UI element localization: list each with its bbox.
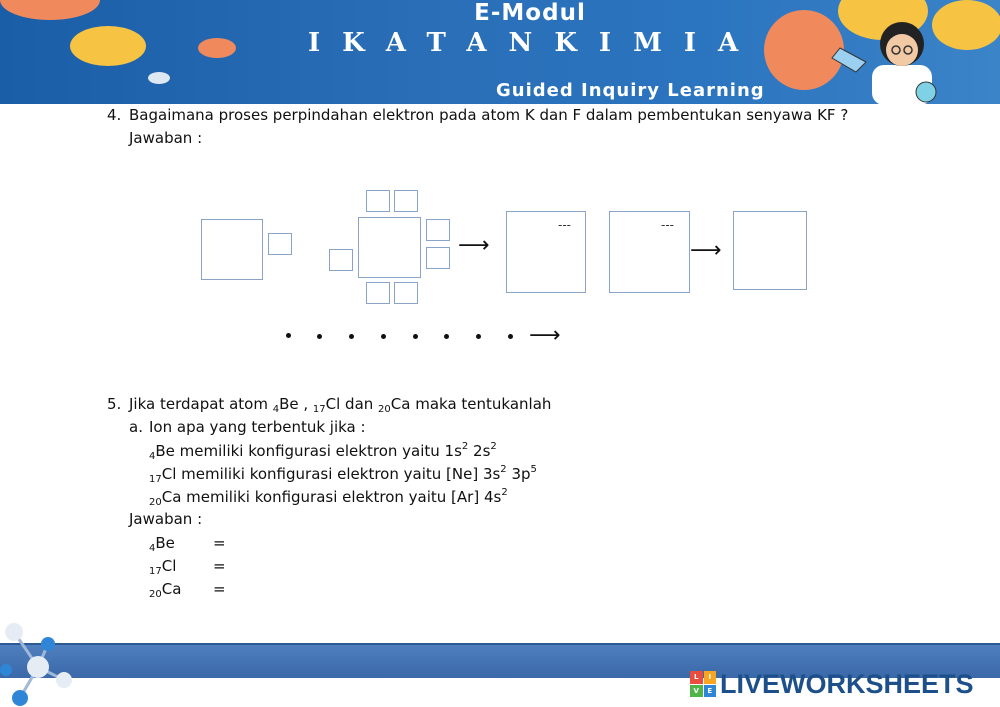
dash-mark-1: --- <box>558 218 571 232</box>
answer-box-f-electron-bottom-2[interactable] <box>394 282 418 304</box>
dot-mark <box>349 334 354 339</box>
answer-box-f-electron-right-2[interactable] <box>426 247 450 269</box>
answer-box-k-atom[interactable] <box>201 219 263 280</box>
module-subtitle: Guided Inquiry Learning <box>496 80 765 101</box>
dot-mark <box>413 334 418 339</box>
molecule-icon <box>0 612 80 707</box>
dot-mark <box>317 334 322 339</box>
answer-cl-equals: = <box>213 557 226 575</box>
dot-mark <box>286 333 291 338</box>
answer-cl-label: $_{17}$Cl <box>149 557 177 577</box>
liveworksheets-brand <box>690 666 974 702</box>
reaction-arrow-2: ⟶ <box>690 238 722 263</box>
module-title: IKATANKIMIA <box>308 28 761 58</box>
dot-mark <box>476 334 481 339</box>
question-4-text: Bagaimana proses perpindahan elektron pada atom K dan F dalam pembentukan senyawa KF ? <box>129 106 849 124</box>
answer-box-f-ion[interactable] <box>609 211 690 293</box>
answer-ca-label: $_{20}$Ca <box>149 580 182 600</box>
question-5-text: Jika terdapat atom $_4$Be , $_{17}$Cl dan $_{20}$Ca maka tentukanlah <box>129 395 552 415</box>
liveworksheets-logo: L I V E <box>690 671 716 697</box>
part-a-text: Ion apa yang terbentuk jika : <box>149 418 366 436</box>
scientist-girl-illustration <box>820 10 960 104</box>
header-banner <box>0 0 1000 104</box>
liveworksheets-text: LIVEWORKSHEETS <box>720 668 974 699</box>
answer-box-kf-compound[interactable] <box>733 211 807 290</box>
dot-mark <box>381 334 386 339</box>
question-4-number: 4. <box>107 106 122 124</box>
answer-ca-equals: = <box>213 580 226 598</box>
answer-box-k-ion[interactable] <box>506 211 586 293</box>
part-a-letter: a. <box>129 418 143 436</box>
answer-be-equals: = <box>213 534 226 552</box>
answer-box-k-electron[interactable] <box>268 233 292 255</box>
config-cl: $_{17}$Cl memiliki konfigurasi elektron yaitu [Ne] $3s^2$ $3p^5$ <box>149 464 537 485</box>
dot-mark <box>444 334 449 339</box>
question-5-number: 5. <box>107 395 122 413</box>
dots-arrow: ⟶ <box>529 323 561 348</box>
answer-box-f-electron-bottom-1[interactable] <box>366 282 390 304</box>
answer-be-label: $_4$Be <box>149 534 175 554</box>
dash-mark-2: --- <box>661 218 674 232</box>
atom-circle-decoration <box>0 0 100 20</box>
reaction-arrow-1: ⟶ <box>458 233 490 258</box>
config-ca: $_{20}$Ca memiliki konfigurasi elektron yaitu [Ar] $4s^2$ <box>149 487 508 508</box>
question-4-answer-label: Jawaban : <box>129 129 203 147</box>
molecule-decoration <box>70 26 146 66</box>
answer-box-f-electron-top-1[interactable] <box>366 190 390 212</box>
answer-box-f-electron-right-1[interactable] <box>426 219 450 241</box>
atom-circle-decoration <box>198 38 236 58</box>
answer-box-f-electron-top-2[interactable] <box>394 190 418 212</box>
question-5-answer-label: Jawaban : <box>129 510 203 528</box>
atom-circle-decoration <box>148 72 170 84</box>
config-be: $_4$Be memiliki konfigurasi elektron yaitu $1s^2$ $2s^2$ <box>149 441 497 462</box>
answer-box-f-atom[interactable] <box>358 217 421 278</box>
module-label: E-Modul <box>474 0 586 26</box>
dot-mark <box>508 334 513 339</box>
answer-box-f-electron-left[interactable] <box>329 249 353 271</box>
